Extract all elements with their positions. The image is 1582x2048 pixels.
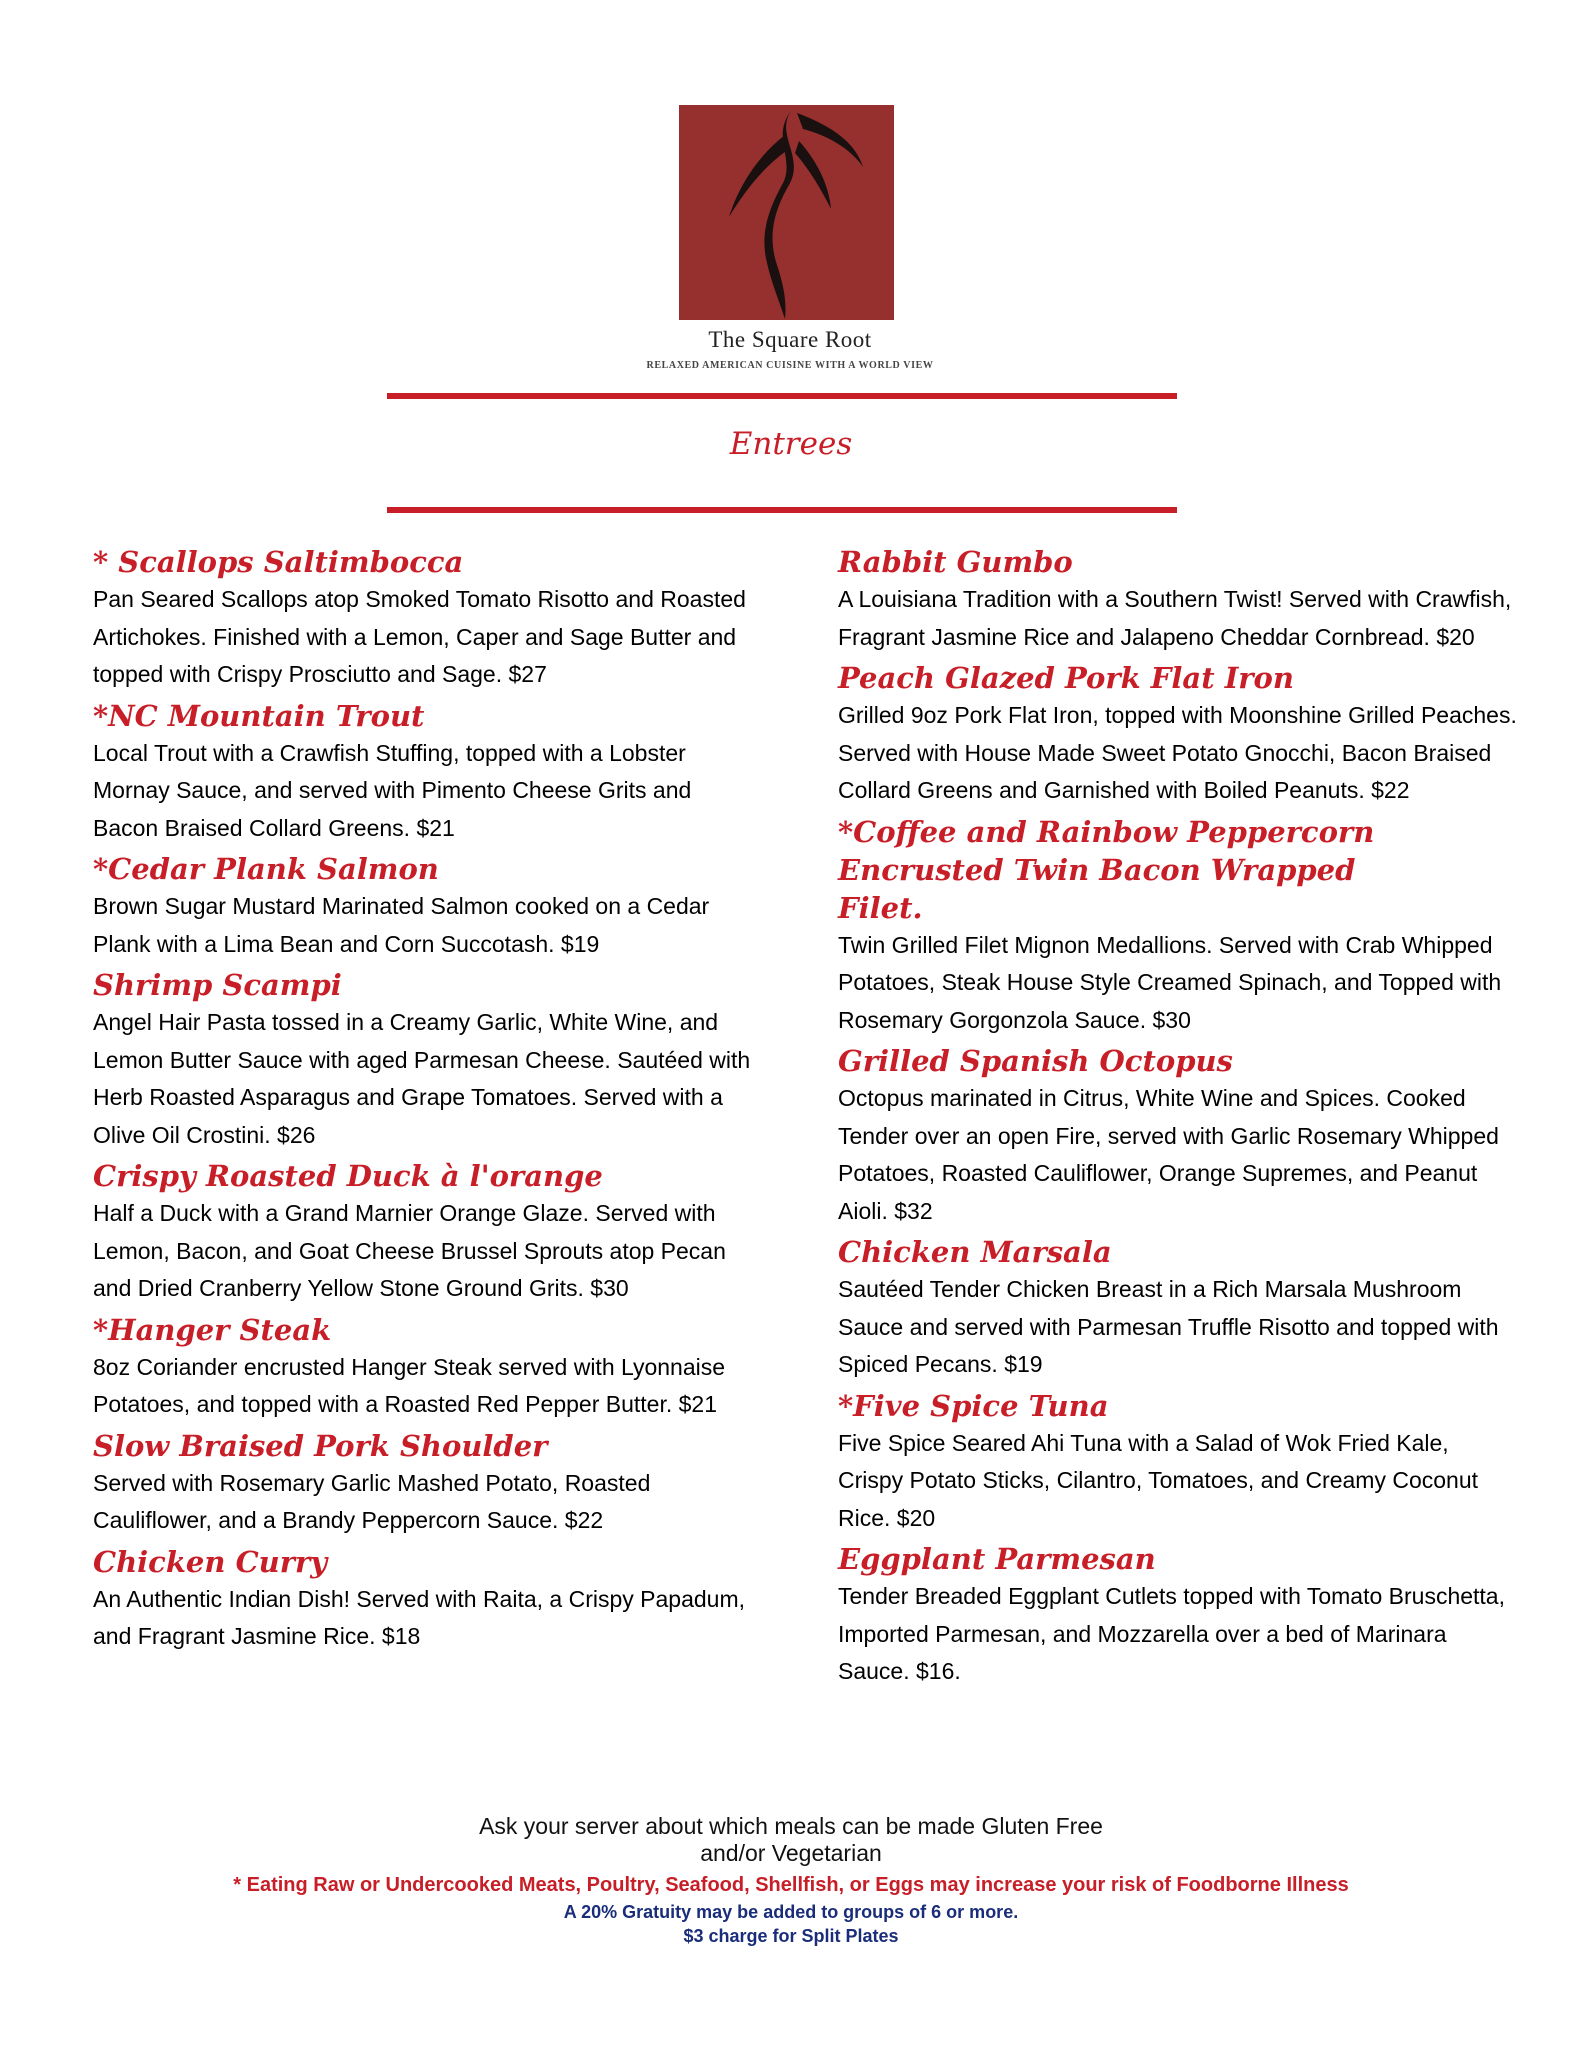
menu-item — [838, 813, 1518, 1040]
brand-tagline: RELAXED AMERICAN CUISINE WITH A WORLD VIEW — [646, 360, 934, 371]
menu-item-name: Rabbit Gumbo — [838, 545, 1073, 579]
menu-item — [838, 1233, 1518, 1384]
menu-column-left — [93, 543, 753, 1659]
menu-item-description: Octopus marinated in Citrus, White Wine and Spices. Cooked Tender over an open Fire, served with Garlic Rosemary Whipped Potatoes, Roasted Cauliflower, Orange Supremes, and Peanut Aioli. $32 — [838, 1085, 1499, 1224]
menu-item — [93, 1427, 753, 1540]
menu-item-name: *Cedar Plank Salmon — [93, 852, 439, 886]
menu-item — [838, 543, 1518, 656]
menu-item-name: Shrimp Scampi — [93, 968, 342, 1002]
foodborne-warning: * Eating Raw or Undercooked Meats, Poultry, Seafood, Shellfish, or Eggs may increase your risk of Foodborne Illness — [233, 1874, 1349, 1896]
menu-item-description: Tender Breaded Eggplant Cutlets topped with Tomato Bruschetta, Imported Parmesan, and Mozzarella over a bed of Marinara Sauce. $16. — [838, 1583, 1505, 1684]
menu-item-description: 8oz Coriander encrusted Hanger Steak served with Lyonnaise Potatoes, and topped with a Roasted Red Pepper Butter. $21 — [93, 1353, 726, 1417]
divider-top — [387, 393, 1177, 399]
gratuity-note: A 20% Gratuity may be added to groups of 6 or more. — [563, 1902, 1019, 1922]
menu-item-name: * Scallops Saltimbocca — [93, 545, 464, 579]
menu-item-description: A Louisiana Tradition with a Southern Twist! Served with Crawfish, Fragrant Jasmine Rice and Jalapeno Cheddar Cornbread. $20 — [838, 586, 1512, 650]
menu-item-description: Five Spice Seared Ahi Tuna with a Salad of Wok Fried Kale, Crispy Potato Sticks, Cilantro, Tomatoes, and Creamy Coconut Rice. $20 — [838, 1429, 1479, 1531]
root-swirl-icon — [679, 105, 894, 320]
menu-item-name: *NC Mountain Trout — [93, 698, 425, 733]
menu-item-name: Slow Braised Pork Shoulder — [93, 1428, 548, 1463]
dietary-note-line2: and/or Vegetarian — [700, 1840, 882, 1866]
menu-item-name: Peach Glazed Pork Flat Iron — [838, 661, 1294, 695]
menu-item-description: Sautéed Tender Chicken Breast in a Rich Marsala Mushroom Sauce and served with Parmesan Truffle Risotto and topped with Spiced Pecans. $19 — [838, 1276, 1499, 1377]
menu-item — [93, 1543, 753, 1656]
divider-bottom — [387, 507, 1177, 513]
menu-item — [93, 1157, 753, 1308]
menu-item-description: Angel Hair Pasta tossed in a Creamy Garlic, White Wine, and Lemon Butter Sauce with aged Parmesan Cheese. Sautéed with Herb Roasted Asparagus and Grape Tomatoes. Served with a Olive Oil Crostini. $26 — [93, 1009, 751, 1148]
menu-item-name: *Hanger Steak — [93, 1312, 332, 1347]
brand-name: The Square Root — [708, 327, 872, 352]
menu-item-description: Served with Rosemary Garlic Mashed Potato, Roasted Cauliflower, and a Brandy Peppercorn Sauce. $22 — [93, 1469, 651, 1533]
menu-item-description: Grilled 9oz Pork Flat Iron, topped with Moonshine Grilled Peaches. Served with House Made Sweet Potato Gnocchi, Bacon Braised Collard Greens and Garnished with Boiled Peanuts. $22 — [838, 702, 1517, 803]
menu-item-description: Pan Seared Scallops atop Smoked Tomato Risotto and Roasted Artichokes. Finished with a Lemon, Caper and Sage Butter and topped with Crispy Prosciutto and Sage. $27 — [93, 586, 746, 687]
menu-item-name: *Coffee and Rainbow Peppercorn Encrusted Twin Bacon Wrapped Filet. — [838, 814, 1375, 925]
dietary-note-line1: Ask your server about which meals can be made Gluten Free — [479, 1813, 1103, 1839]
menu-item-description: Half a Duck with a Grand Marnier Orange Glaze. Served with Lemon, Bacon, and Goat Cheese Brussel Sprouts atop Pecan and Dried Cranberry Yellow Stone Ground Grits. $30 — [93, 1200, 726, 1301]
menu-item — [838, 1540, 1518, 1691]
menu-item-name: Chicken Marsala — [838, 1235, 1112, 1269]
menu-item — [93, 1311, 753, 1424]
dietary-note — [0, 1813, 1582, 1867]
menu-item-description: Twin Grilled Filet Mignon Medallions. Served with Crab Whipped Potatoes, Steak House Style Creamed Spinach, and Topped with Rosemary Gorgonzola Sauce. $30 — [838, 931, 1502, 1033]
menu-item-name: Crispy Roasted Duck à l'orange — [93, 1159, 603, 1193]
menu-item-name: Grilled Spanish Octopus — [838, 1044, 1233, 1078]
menu-item-name: *Five Spice Tuna — [838, 1388, 1109, 1423]
section-title: Entrees — [729, 426, 853, 462]
menu-item-description: Local Trout with a Crawfish Stuffing, topped with a Lobster Mornay Sauce, and served with Pimento Cheese Grits and Bacon Braised Collard Greens. $21 — [93, 739, 692, 841]
menu-item-description: Brown Sugar Mustard Marinated Salmon cooked on a Cedar Plank with a Lima Bean and Corn Succotash. $19 — [93, 893, 710, 957]
menu-column-right — [838, 543, 1518, 1694]
menu-item — [93, 543, 753, 694]
menu-item — [838, 1042, 1518, 1230]
menu-item — [838, 1387, 1518, 1538]
menu-item-description: An Authentic Indian Dish! Served with Raita, a Crispy Papadum, and Fragrant Jasmine Rice. $18 — [93, 1585, 746, 1649]
menu-item — [93, 966, 753, 1154]
menu-item — [93, 697, 753, 848]
menu-item — [838, 659, 1518, 810]
menu-item-name: Eggplant Parmesan — [838, 1542, 1156, 1576]
logo — [679, 105, 894, 320]
menu-item-name: Chicken Curry — [93, 1544, 328, 1579]
split-plate-note: $3 charge for Split Plates — [683, 1926, 899, 1946]
menu-item — [93, 850, 753, 963]
